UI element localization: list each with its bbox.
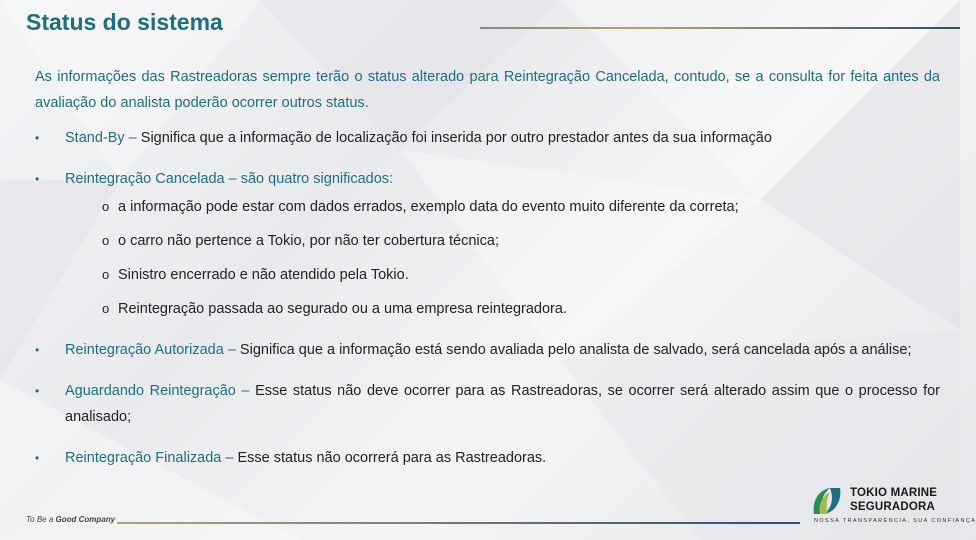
status-label: Stand-By – xyxy=(65,130,137,146)
bullet-icon: • xyxy=(35,451,40,465)
status-item xyxy=(35,378,940,430)
status-description: Esse status não ocorrerá para as Rastreadoras. xyxy=(233,450,547,466)
status-label: Reintegração Autorizada – xyxy=(65,342,236,358)
bullet-icon: • xyxy=(35,172,40,186)
status-item xyxy=(35,166,940,322)
sub-bullet-icon: o xyxy=(102,233,110,248)
status-label: Reintegração Finalizada – xyxy=(65,450,234,466)
status-item xyxy=(35,445,940,471)
sub-bullet-icon: o xyxy=(102,199,110,214)
logo-tagline: NOSSA TRANSPARÊNCIA, SUA CONFIANÇA xyxy=(814,518,976,524)
sub-list xyxy=(65,194,940,322)
footer-tagline xyxy=(26,515,115,524)
status-item xyxy=(35,337,940,363)
footer-tagline-prefix: To Be a xyxy=(26,515,56,524)
slide-body xyxy=(35,64,940,486)
sub-item-text: Sinistro encerrado e não atendido pela Tokio. xyxy=(118,267,409,283)
sub-list-item xyxy=(65,262,940,288)
page-title: Status do sistema xyxy=(26,9,223,35)
status-description: Significa que a informação de localização foi inserida por outro prestador antes da sua informação xyxy=(136,130,772,146)
bullet-icon: • xyxy=(35,343,40,357)
sub-list-item xyxy=(65,296,940,322)
sub-item-text: a informação pode estar com dados errados, exemplo data do evento muito diferente da correta; xyxy=(118,199,739,215)
sub-bullet-icon: o xyxy=(102,301,110,316)
footer-divider xyxy=(117,522,800,524)
title-divider xyxy=(480,27,960,29)
sub-list-item xyxy=(65,228,940,254)
bullet-icon: • xyxy=(35,384,40,398)
logo-mark-icon xyxy=(810,484,844,518)
status-item xyxy=(35,125,940,151)
status-description: Esse status não deve ocorrer para as Rastreadoras, se ocorrer será alterado assim que o processo for analisado; xyxy=(65,383,940,425)
status-description: Significa que a informação está sendo avaliada pelo analista de salvado, será cancelada após a análise; xyxy=(235,342,912,358)
sub-item-text: o carro não pertence a Tokio, por não ter cobertura técnica; xyxy=(118,233,499,249)
sub-list-item xyxy=(65,194,940,220)
bullet-icon: • xyxy=(35,131,40,145)
footer-tagline-bold: Good Company xyxy=(55,515,116,524)
sub-bullet-icon: o xyxy=(102,267,110,282)
logo-line1: TOKIO MARINE xyxy=(850,487,938,499)
status-label: Aguardando Reintegração – xyxy=(65,383,250,399)
status-list xyxy=(35,125,940,471)
sub-item-text: Reintegração passada ao segurado ou a uma empresa reintegradora. xyxy=(118,301,567,317)
logo-line2: SEGURADORA xyxy=(850,501,936,513)
logo-wordmark xyxy=(850,486,937,514)
company-logo xyxy=(810,482,976,528)
intro-paragraph: As informações das Rastreadoras sempre terão o status alterado para Reintegração Cancelada, contudo, se a consulta for feita antes da avaliação do analista poderão ocorrer outros status. xyxy=(35,69,940,111)
status-label: Reintegração Cancelada – são quatro significados: xyxy=(65,171,394,187)
